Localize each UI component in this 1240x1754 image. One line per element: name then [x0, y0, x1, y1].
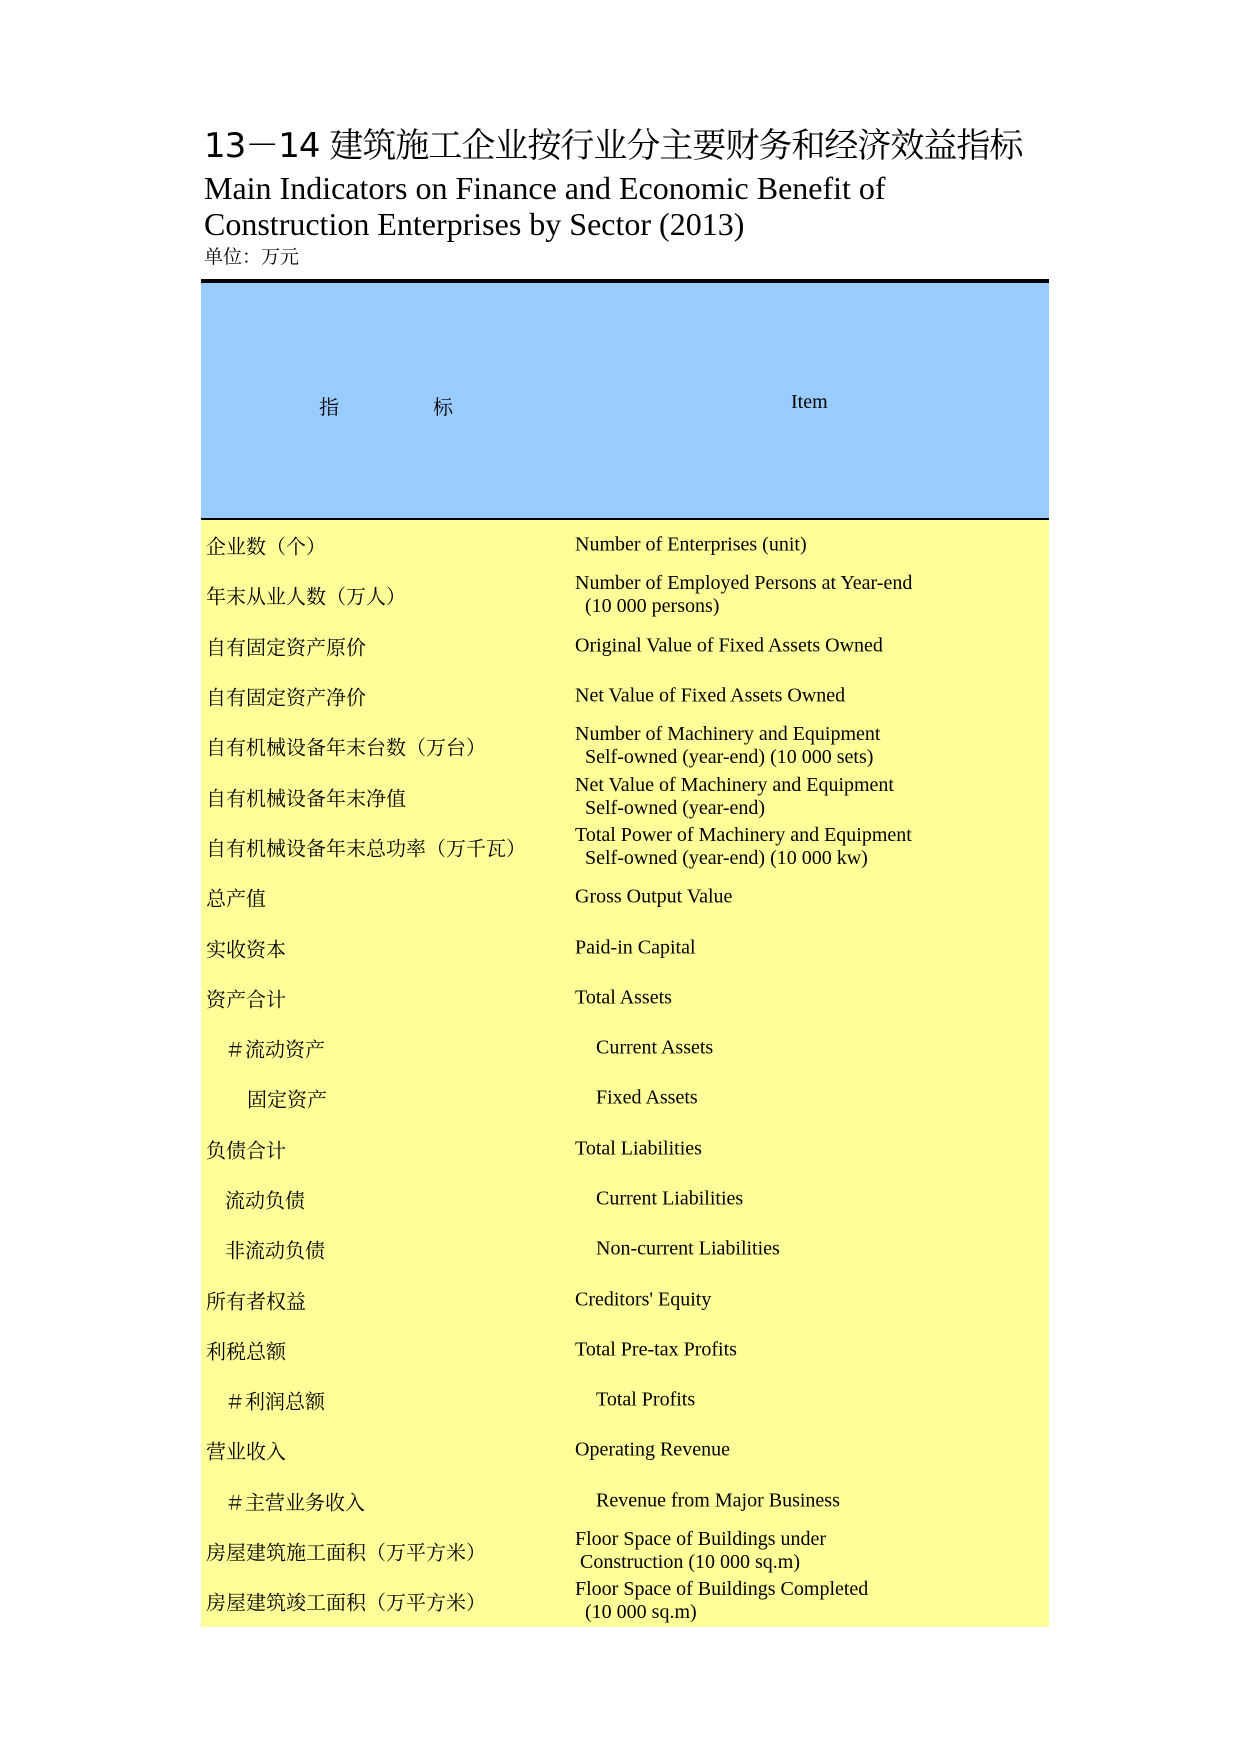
row-label-en: Floor Space of Buildings Completed (10 000 sq.m) — [575, 1578, 869, 1624]
row-label-cn: 自有固定资产净价 — [206, 687, 366, 710]
header-col1-part1: 指 — [319, 397, 339, 419]
row-label-en: Net Value of Fixed Assets Owned — [575, 684, 846, 707]
table-row — [201, 721, 1049, 771]
row-label-en: Revenue from Major Business — [596, 1489, 840, 1512]
row-label-en: Operating Revenue — [575, 1438, 730, 1461]
row-label-en: Net Value of Machinery and Equipment Self-owned (year-end) — [575, 773, 894, 819]
title-chinese: 13－14 建筑施工企业按行业分主要财务和经济效益指标 — [204, 126, 1023, 166]
header-col1-part2: 标 — [433, 397, 453, 419]
table-row — [201, 1174, 1049, 1224]
row-label-cn: 自有固定资产原价 — [206, 637, 366, 660]
row-label-cn: 自有机械设备年末净值 — [206, 788, 406, 811]
table-row — [201, 621, 1049, 671]
row-label-en: Gross Output Value — [575, 885, 733, 908]
indicator-table — [201, 279, 1049, 1627]
row-label-cn: 资产合计 — [206, 989, 286, 1012]
table-row — [201, 671, 1049, 721]
row-label-cn: 企业数（个） — [206, 536, 326, 559]
row-label-en: Floor Space of Buildings under Construction (10 000 sq.m) — [575, 1528, 827, 1574]
table-row — [201, 771, 1049, 821]
row-label-en: Number of Enterprises (unit) — [575, 533, 807, 556]
row-label-en: Non-current Liabilities — [596, 1237, 780, 1260]
table-row — [201, 872, 1049, 922]
row-label-en: Current Assets — [596, 1036, 714, 1059]
row-label-en: Total Profits — [596, 1388, 696, 1411]
row-label-en: Total Liabilities — [575, 1137, 702, 1160]
row-label-cn: 自有机械设备年末台数（万台） — [206, 737, 486, 760]
row-label-en: Current Liabilities — [596, 1187, 744, 1210]
table-row — [201, 570, 1049, 620]
table-row — [201, 1526, 1049, 1576]
row-label-cn: ＃流动资产 — [225, 1039, 325, 1062]
row-label-cn: ＃主营业务收入 — [225, 1492, 365, 1515]
row-label-cn: 利税总额 — [206, 1341, 286, 1364]
row-label-cn: 房屋建筑竣工面积（万平方米） — [206, 1592, 486, 1615]
row-label-cn: 固定资产 — [247, 1089, 327, 1112]
table-row — [201, 1375, 1049, 1425]
title-english: Main Indicators on Finance and Economic Benefit of Construction Enterprises by Sector (2013) — [204, 170, 886, 242]
row-label-cn: 自有机械设备年末总功率（万千瓦） — [206, 838, 526, 861]
row-label-cn: 负债合计 — [206, 1140, 286, 1163]
table-row — [201, 1274, 1049, 1324]
row-label-cn: 流动负债 — [225, 1190, 305, 1213]
table-row — [201, 822, 1049, 872]
row-label-cn: 营业收入 — [206, 1441, 286, 1464]
table-row — [201, 1124, 1049, 1174]
row-label-cn: 所有者权益 — [206, 1291, 306, 1314]
table-row — [201, 1073, 1049, 1123]
row-label-cn: 年末从业人数（万人） — [206, 586, 406, 609]
table-body — [201, 520, 1049, 1627]
table-row — [201, 1325, 1049, 1375]
unit-label: 单位：万元 — [204, 247, 300, 268]
header-item: Item — [791, 391, 828, 413]
row-label-cn: 房屋建筑施工面积（万平方米） — [206, 1542, 486, 1565]
row-label-en: Total Pre-tax Profits — [575, 1338, 737, 1361]
row-label-cn: 非流动负债 — [225, 1240, 325, 1263]
table-row — [201, 1425, 1049, 1475]
row-label-cn: 总产值 — [206, 888, 266, 911]
table-row — [201, 922, 1049, 972]
row-label-cn: ＃利润总额 — [225, 1391, 325, 1414]
table-row — [201, 973, 1049, 1023]
table-header — [201, 279, 1049, 520]
row-label-en: Total Assets — [575, 986, 672, 1009]
row-label-en: Original Value of Fixed Assets Owned — [575, 634, 883, 657]
row-label-en: Number of Machinery and Equipment Self-owned (year-end) (10 000 sets) — [575, 723, 881, 769]
row-label-en: Creditors' Equity — [575, 1288, 712, 1311]
row-label-en: Number of Employed Persons at Year-end (10 000 persons) — [575, 572, 913, 618]
table-row — [201, 1023, 1049, 1073]
row-label-cn: 实收资本 — [206, 939, 286, 962]
row-label-en: Fixed Assets — [596, 1086, 698, 1109]
table-row — [201, 1224, 1049, 1274]
table-row — [201, 1576, 1049, 1626]
table-row — [201, 1476, 1049, 1526]
row-label-en: Paid-in Capital — [575, 936, 696, 959]
table-row — [201, 520, 1049, 570]
title-english-box — [204, 170, 1024, 242]
row-label-en: Total Power of Machinery and Equipment Self-owned (year-end) (10 000 kw) — [575, 823, 912, 869]
